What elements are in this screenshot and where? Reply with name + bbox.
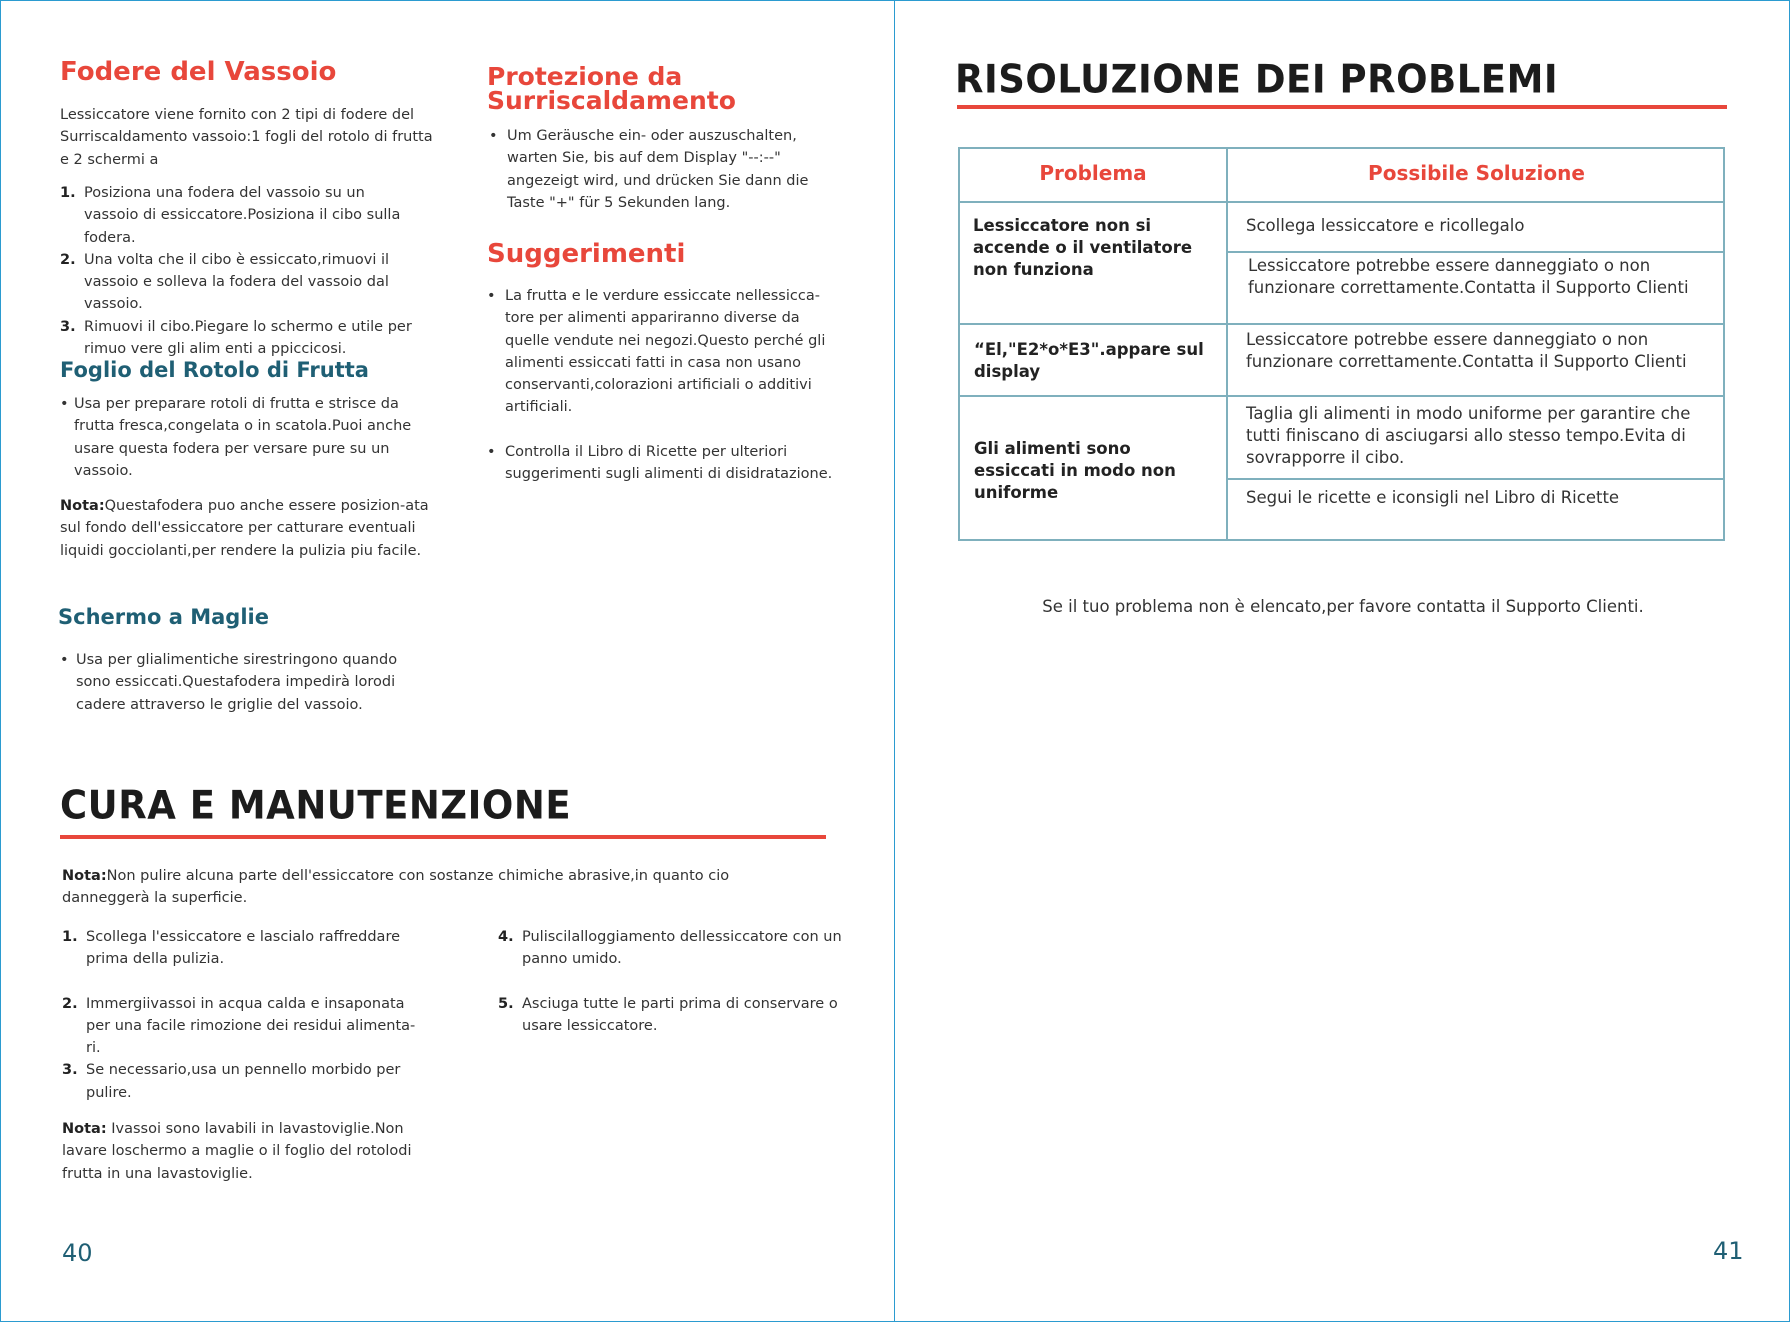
protezione-bullets <box>487 125 837 214</box>
page-number-left: 40 <box>62 1239 93 1267</box>
foglio-title: Foglio del Rotolo di Frutta <box>60 358 369 382</box>
foglio-bullets <box>60 393 420 482</box>
fodere-step: 3. Rimuovi il cibo.Piegare lo schermo e utile per rimuo vere gli alim enti a ppiccicosi. <box>60 318 412 358</box>
table-cell-solution: Lessiccatore potrebbe essere danneggiato o non funzionare correttamente.Contatta il Supporto Clienti <box>1246 330 1687 371</box>
table-header-solution: Possibile Soluzione <box>1368 161 1585 185</box>
risoluzione-title: RISOLUZIONE DEI PROBLEMI <box>955 57 1559 103</box>
fodere-intro: Lessiccatore viene fornito con 2 tipi di fodere del Surriscaldamento vassoio:1 fogli del rotolo di frutta e 2 schermi a <box>60 107 433 168</box>
table-header-problem: Problema <box>1039 161 1147 185</box>
table-row-divider <box>960 395 1723 397</box>
bullet-dot-icon: • <box>60 396 69 412</box>
bullet-dot-icon: • <box>487 444 496 460</box>
bullet-dot-icon: • <box>487 288 496 304</box>
table-row-divider <box>1226 251 1723 253</box>
table-cell-problem: “El,"E2*o*E3".appare sul display <box>974 340 1204 381</box>
suggerimenti-bullets <box>487 285 837 419</box>
protezione-bullet: • Um Geräusche ein- oder auszuschalten, warten Sie, bis auf dem Display "--:--" angezeigt wird, und drücken Sie dann die Taste "+" für 5 Sekunden lang. <box>487 125 837 214</box>
table-cell-solution: Taglia gli alimenti in modo uniforme per garantire che tutti finiscano di asciugarsi allo stesso tempo.Evita di sovrapporre il cibo. <box>1246 404 1691 467</box>
fodere-steps <box>60 182 420 360</box>
footer-note: Se il tuo problema non è elencato,per favore contatta il Supporto Clienti. <box>1042 597 1644 616</box>
fodere-step: 2. Una volta che il cibo è essiccato,rimuovi il vassoio e solleva la fodera del vassoio dal vassoio. <box>60 251 390 313</box>
cura-step: 4. Puliscilalloggiamento dellessiccatore con un panno umido. <box>498 929 842 968</box>
table-cell-problem: Gli alimenti sono essiccati in modo non uniforme <box>974 439 1176 502</box>
table-row-divider <box>1226 478 1723 480</box>
page-right <box>894 0 1790 1322</box>
page-left <box>0 0 896 1322</box>
bullet-dot-icon: • <box>60 652 69 668</box>
page-number-right: 41 <box>1713 1237 1744 1265</box>
bullet-dot-icon: • <box>489 128 498 144</box>
risoluzione-title-rule <box>957 105 1727 109</box>
cura-step: 5. Asciuga tutte le parti prima di conservare o usare lessiccatore. <box>498 995 838 1034</box>
cura-steps-right <box>498 926 843 1037</box>
cura-title: CURA E MANUTENZIONE <box>60 783 572 829</box>
schermo-title: Schermo a Maglie <box>58 605 269 629</box>
schermo-bullet: • Usa per glialimentiche sirestringono quando sono essiccati.Questafodera impedirà lorodi cadere attraverso le griglie del vassoio. <box>60 649 420 716</box>
schermo-bullets <box>60 649 420 716</box>
table-cell-solution: Lessiccatore potrebbe essere danneggiato o non funzionare correttamente.Contatta il Supporto Clienti <box>1248 256 1689 297</box>
fodere-title: Fodere del Vassoio <box>60 57 337 87</box>
table-row-divider <box>960 201 1723 203</box>
protezione-title: Protezione da Surriscaldamento <box>487 62 736 115</box>
suggerimenti-bullet: • La frutta e le verdure essiccate nellessicca-tore per alimenti appariranno diverse da quelle vendute nei negozi.Questo perché gli alimenti essiccati fatti in casa non usano conservanti,colorazioni artificiali o additivi artificiali. <box>487 285 837 419</box>
table-row-divider <box>960 323 1723 325</box>
suggerimenti-bullets-2 <box>487 441 837 486</box>
foglio-nota: Nota:Questafodera puo anche essere posizion-ata sul fondo dell'essiccatore per catturare eventuali liquidi gocciolanti,per rendere la pulizia piu facile. <box>60 498 429 559</box>
cura-step: 1. Scollega l'essiccatore e lascialo raffreddare prima della pulizia. <box>62 929 401 968</box>
cura-step: 2. Immergiivassoi in acqua calda e insaponata per una facile rimozione dei residui alimenta-ri. <box>62 995 416 1057</box>
cura-steps-left <box>62 926 422 1104</box>
table-cell-problem: Lessiccatore non si accende o il ventilatore non funziona <box>973 216 1193 279</box>
cura-step: 3. Se necessario,usa un pennello morbido per pulire. <box>62 1062 401 1101</box>
cura-nota-2: Nota: Ivassoi sono lavabili in lavastoviglie.Non lavare loschermo a maglie o il foglio del rotolodi frutta in una lavastoviglie. <box>62 1121 412 1182</box>
suggerimenti-bullet: • Controlla il Libro di Ricette per ulteriori suggerimenti sugli alimenti di disidratazione. <box>487 441 837 486</box>
cura-title-rule <box>60 835 826 839</box>
cura-nota: Nota:Non pulire alcuna parte dell'essiccatore con sostanze chimiche abrasive,in quanto cio danneggerà la superficie. <box>62 868 730 907</box>
foglio-bullet: • Usa per preparare rotoli di frutta e strisce da frutta fresca,congelata o in scatola.Puoi anche usare questa fodera per versare pure su un vassoio. <box>60 393 420 482</box>
table-column-divider <box>1226 149 1228 539</box>
fodere-step: 1. Posiziona una fodera del vassoio su un vassoio di essiccatore.Posiziona il cibo sulla fodera. <box>60 185 401 246</box>
suggerimenti-title: Suggerimenti <box>487 239 686 269</box>
table-cell-solution: Scollega lessiccatore e ricollegalo <box>1246 216 1525 235</box>
table-cell-solution: Segui le ricette e iconsigli nel Libro di Ricette <box>1246 488 1620 507</box>
troubleshooting-table <box>958 147 1725 541</box>
